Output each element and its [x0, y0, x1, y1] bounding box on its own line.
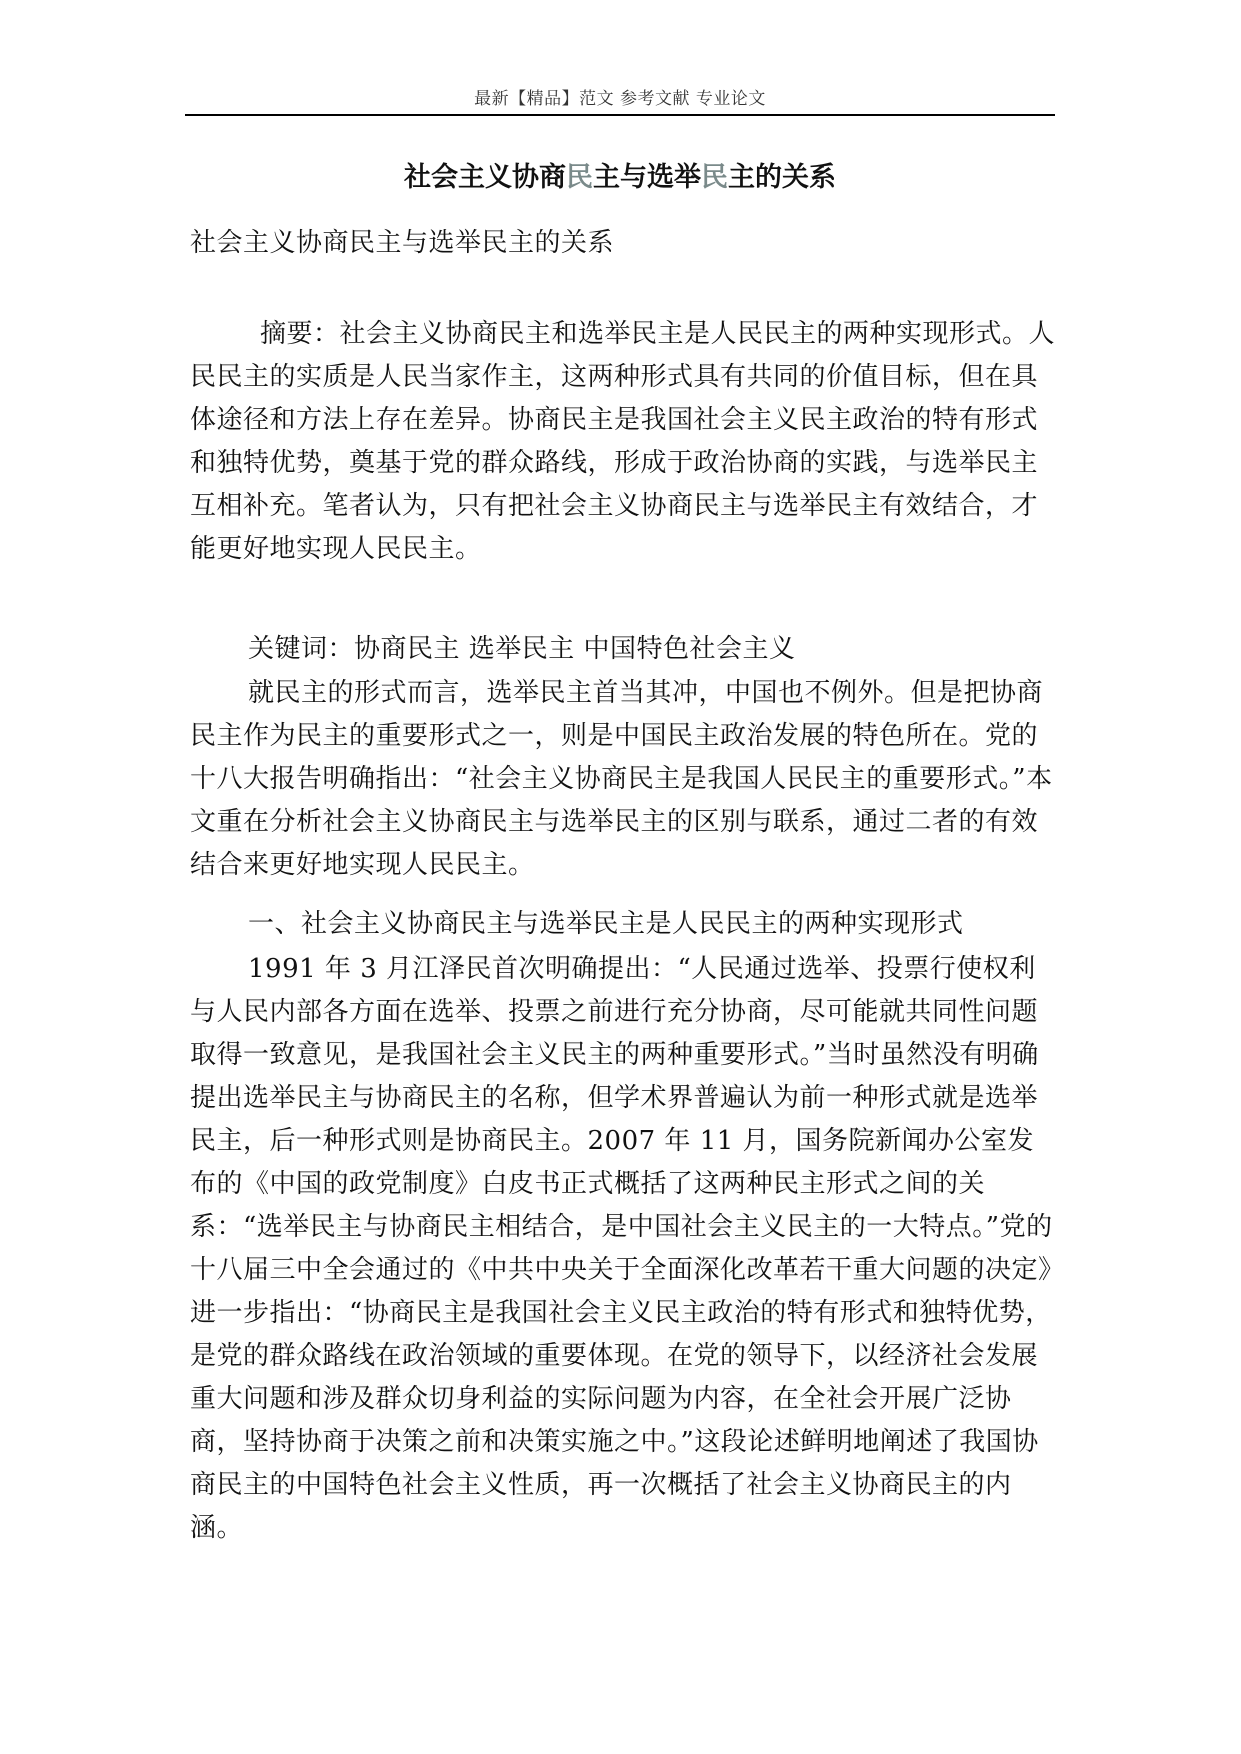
title-part-1: 社会主义协商: [404, 162, 566, 193]
keywords-line: 关键词：协商民主 选举民主 中国特色社会主义: [248, 634, 796, 664]
title-highlight-2: 民: [701, 162, 728, 193]
body-paragraph-2: 1991 年 3 月江泽民首次明确提出：“人民通过选举、投票行使权利与人民内部各方面在选举、投票之前进行充分协商，尽可能就共同性问题取得一致意见，是我国社会主义民主的两种重要形式。”当时虽然没有明确提出选举民主与协商民主的名称，但学术界普遍认为前一种形式就是选举民主，后一种形式则是协商民主。2007 年 11 月，国务院新闻办公室发布的《中国的政党制度》白皮书正式概括了这两种民主形式之间的关系：“选举民主与协商民主相结合，是中国社会主义民主的一大特点。”党的十八届三中全会通过的《中共中央关于全面深化改革若干重大问题的决定》进一步指出：“协商民主是我国社会主义民主政治的特有形式和独特优势，是党的群众路线在政治领域的重要体现。在党的领导下，以经济社会发展重大问题和涉及群众切身利益的实际问题为内容，在全社会开展广泛协商，坚持协商于决策之前和决策实施之中。”这段论述鲜明地阐述了我国协商民主的中国特色社会主义性质，再一次概括了社会主义协商民主的内涵。: [190, 954, 1053, 1543]
section-heading-1: 一、社会主义协商民主与选举民主是人民民主的两种实现形式: [248, 909, 964, 939]
document-subtitle: 社会主义协商民主与选举民主的关系: [190, 228, 615, 258]
body-paragraph-1: 就民主的形式而言，选举民主首当其冲，中国也不例外。但是把协商民主作为民主的重要形式之一，则是中国民主政治发展的特色所在。党的十八大报告明确指出：“社会主义协商民主是我国人民民主的重要形式。”本文重在分析社会主义协商民主与选举民主的区别与联系，通过二者的有效结合来更好地实现人民民主。: [190, 678, 1053, 880]
abstract-paragraph: 摘要：社会主义协商民主和选举民主是人民民主的两种实现形式。人民民主的实质是人民当家作主，这两种形式具有共同的价值目标，但在具体途径和方法上存在差异。协商民主是我国社会主义民主政治的特有形式和独特优势，奠基于党的群众路线，形成于政治协商的实践，与选举民主互相补充。笔者认为，只有把社会主义协商民主与选举民主有效结合，才能更好地实现人民民主。: [190, 319, 1056, 564]
document-title: [185, 160, 1055, 196]
page-header: 最新【精品】范文 参考文献 专业论文: [474, 89, 766, 109]
title-part-2: 主与选举: [593, 162, 701, 193]
header-divider: [185, 114, 1055, 116]
title-part-3: 主的关系: [728, 162, 836, 193]
title-highlight-1: 民: [566, 162, 593, 193]
